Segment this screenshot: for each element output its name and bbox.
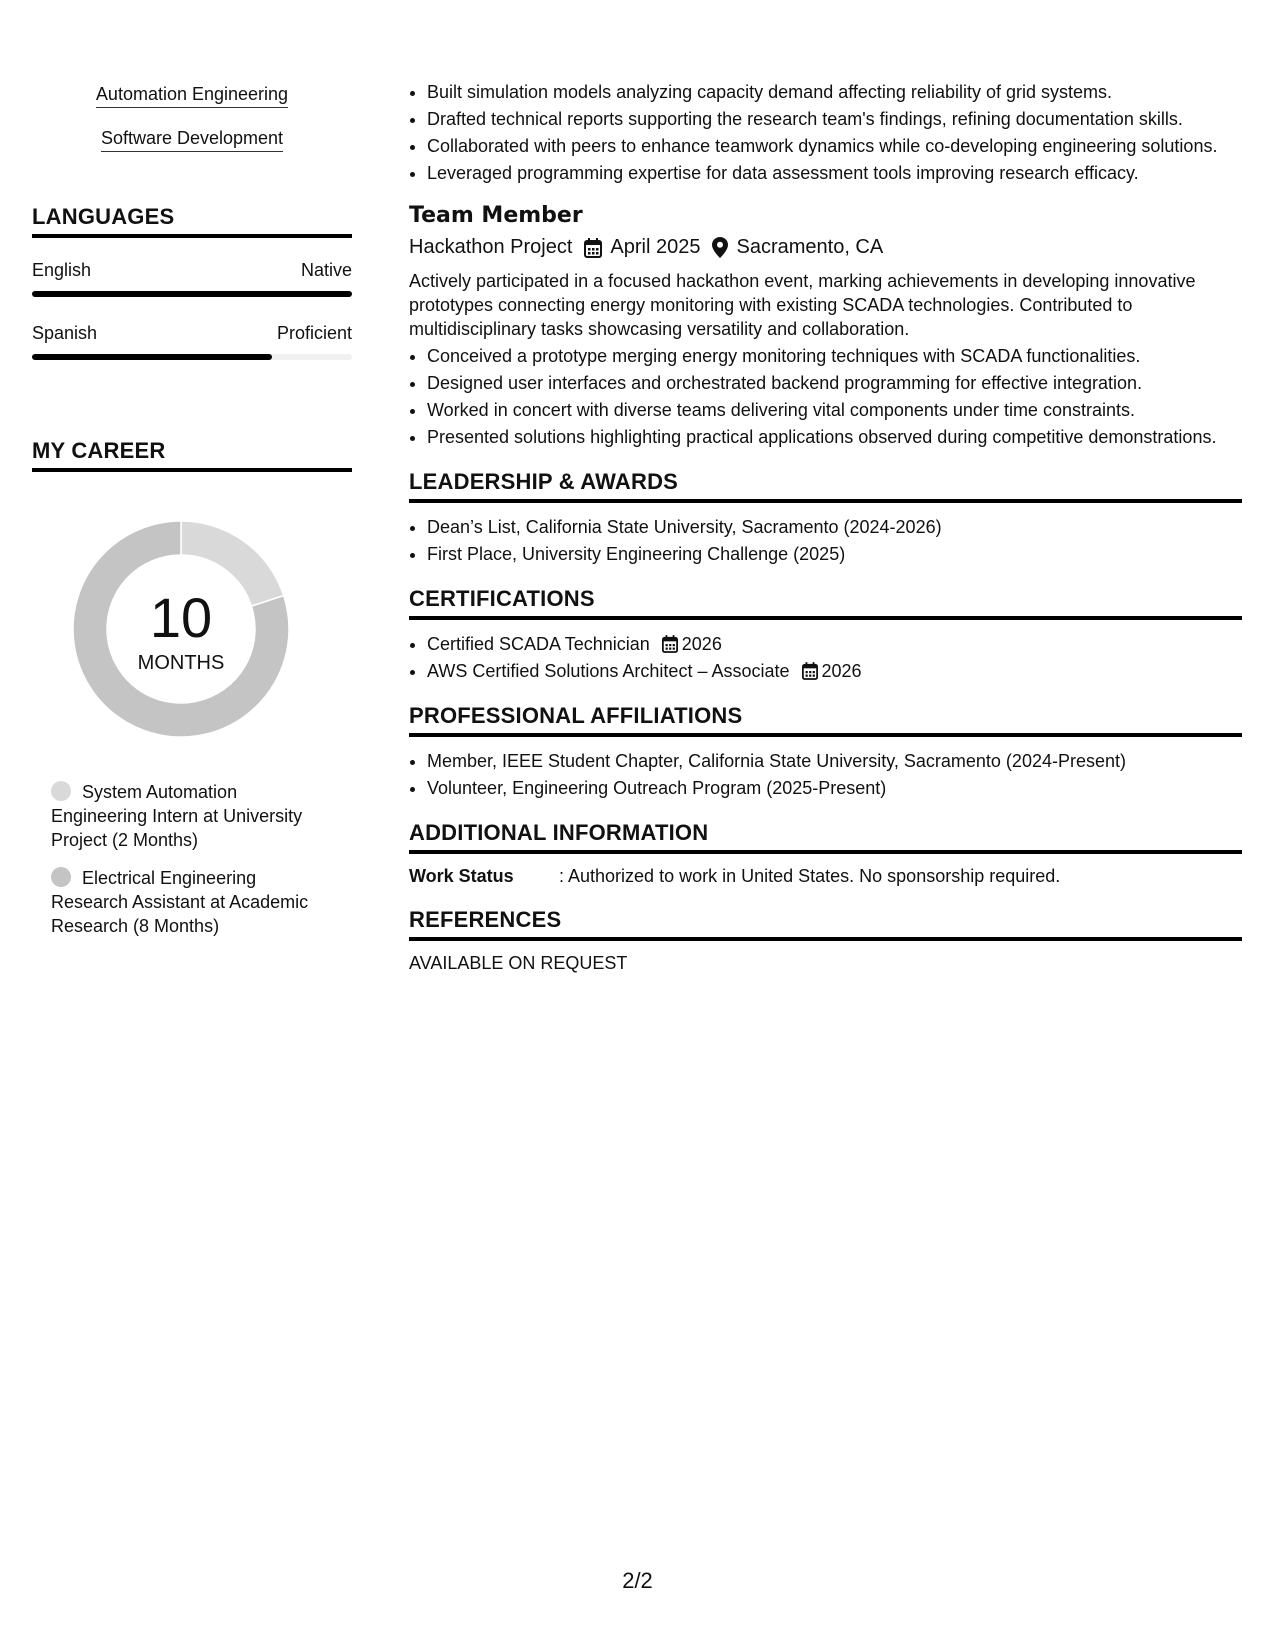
skill-label[interactable]: Software Development	[101, 128, 283, 152]
skill-item[interactable]	[32, 128, 352, 152]
career-donut-chart	[66, 514, 296, 744]
certification-year: 2026	[821, 661, 862, 681]
certification-name: • Certified SCADA Technician	[427, 634, 650, 654]
certification-item	[427, 632, 1242, 656]
career-legend	[51, 780, 331, 938]
references-text: AVAILABLE ON REQUEST	[409, 953, 628, 973]
calendar-icon	[802, 662, 818, 680]
bullet-item: • Leveraged programming expertise for data assessment tools improving research efficacy.	[427, 161, 1242, 185]
certification-year: 2026	[681, 634, 722, 654]
role-date: April 2025	[610, 236, 701, 258]
calendar-icon	[584, 238, 602, 258]
certifications-list	[409, 632, 1242, 683]
language-bar	[32, 354, 352, 360]
role-meta	[409, 236, 1242, 259]
bullet-item: • Collaborated with peers to enhance teamwork dynamics while co-developing engineering solutions.	[427, 134, 1242, 158]
leadership-section	[409, 469, 1242, 566]
right-column	[409, 80, 1242, 974]
affiliations-heading: PROFESSIONAL AFFILIATIONS	[409, 703, 1242, 737]
language-bar	[32, 291, 352, 297]
references-heading: REFERENCES	[409, 907, 1242, 941]
language-bar-fill	[32, 291, 352, 297]
work-status-row	[409, 866, 1242, 887]
certifications-heading: CERTIFICATIONS	[409, 586, 1242, 620]
bullet-item: • Designed user interfaces and orchestrated backend programming for effective integration.	[427, 371, 1242, 395]
affiliations-list	[409, 749, 1242, 800]
additional-info-heading: ADDITIONAL INFORMATION	[409, 820, 1242, 854]
certifications-section	[409, 586, 1242, 683]
work-status-value: : Authorized to work in United States. No sponsorship required.	[559, 866, 1061, 886]
calendar-icon	[662, 635, 678, 653]
location-pin-icon	[712, 237, 728, 258]
role-description: Actively participated in a focused hackathon event, marking achievements in developing innovative prototypes connecting energy monitoring with existing SCADA technologies. Contributed to multidisciplinary tasks showcasing versatility and collaboration.	[409, 271, 1196, 339]
career-legend-item	[51, 780, 331, 852]
career-total-unit: MONTHS	[137, 651, 225, 674]
leadership-item: • First Place, University Engineering Challenge (2025)	[427, 542, 1242, 566]
page-number: 2/2	[622, 1568, 653, 1593]
donut-center	[66, 514, 296, 744]
language-name: English	[32, 260, 92, 280]
career-heading: MY CAREER	[32, 438, 352, 472]
leadership-heading: LEADERSHIP & AWARDS	[409, 469, 1242, 503]
legend-dot	[51, 781, 71, 801]
role-bullets	[409, 344, 1242, 449]
skill-item[interactable]	[32, 84, 352, 108]
leadership-list	[409, 515, 1242, 566]
language-level: Proficient	[276, 323, 352, 343]
language-bar-fill	[32, 354, 272, 360]
bullet-item: • Worked in concert with diverse teams delivering vital components under time constraints.	[427, 398, 1242, 422]
role-title: Team Member	[409, 203, 583, 228]
work-status-label: Work Status	[409, 866, 514, 886]
languages-heading: LANGUAGES	[32, 204, 352, 238]
language-item	[32, 323, 352, 360]
leadership-item: • Dean’s List, California State University, Sacramento (2024-2026)	[427, 515, 1242, 539]
affiliation-item: • Volunteer, Engineering Outreach Program (2025-Present)	[427, 776, 1242, 800]
language-item	[32, 260, 352, 297]
career-legend-item	[51, 866, 331, 938]
language-name: Spanish	[32, 323, 98, 343]
career-legend-label: Electrical Engineering Research Assistant at Academic Research (8 Months)	[51, 868, 309, 936]
experience-bullets	[409, 80, 1242, 185]
certification-item	[427, 659, 1242, 683]
left-column	[32, 84, 352, 952]
bullet-item: • Drafted technical reports supporting the research team's findings, refining documentation skills.	[427, 107, 1242, 131]
bullet-item: • Presented solutions highlighting practical applications observed during competitive demonstrations.	[427, 425, 1242, 449]
career-legend-label: System Automation Engineering Intern at University Project (2 Months)	[51, 782, 303, 850]
affiliation-item: • Member, IEEE Student Chapter, California State University, Sacramento (2024-Present)	[427, 749, 1242, 773]
legend-dot	[51, 867, 71, 887]
career-total-value: 10	[149, 585, 213, 649]
affiliations-section	[409, 703, 1242, 800]
languages-section	[32, 204, 352, 360]
additional-info-section	[409, 820, 1242, 887]
team-member-entry	[409, 203, 1242, 449]
language-level: Native	[300, 260, 352, 280]
certification-name: • AWS Certified Solutions Architect – Associate	[427, 661, 790, 681]
role-org: Hackathon Project	[409, 236, 573, 258]
references-section	[409, 907, 1242, 974]
bullet-item: • Conceived a prototype merging energy monitoring techniques with SCADA functionalities.	[427, 344, 1242, 368]
career-section	[32, 438, 352, 938]
role-location: Sacramento, CA	[736, 236, 884, 258]
skill-label[interactable]: Automation Engineering	[96, 84, 288, 108]
bullet-item: • Built simulation models analyzing capacity demand affecting reliability of grid systems.	[427, 80, 1242, 104]
